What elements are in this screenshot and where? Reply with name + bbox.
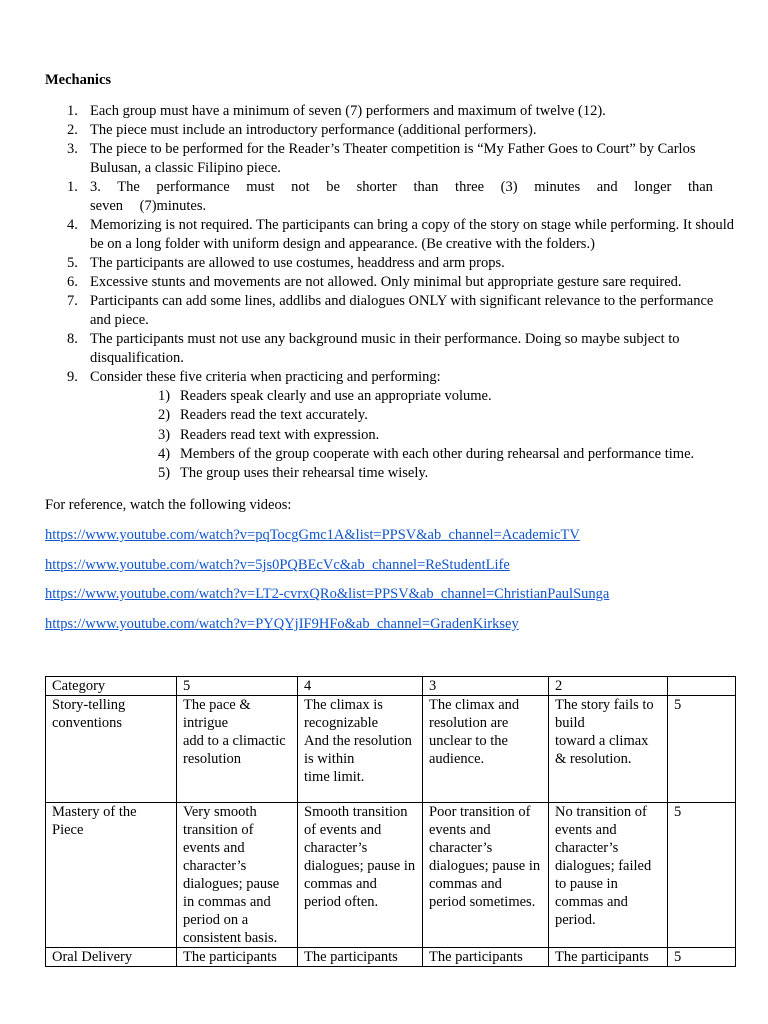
list-item xyxy=(45,368,735,483)
header-cell: 3 xyxy=(423,677,549,696)
criteria-item xyxy=(90,387,735,406)
list-number: 1. xyxy=(67,103,78,119)
criteria-item xyxy=(90,406,735,425)
criteria-number: 4) xyxy=(158,445,171,462)
criteria-number: 2) xyxy=(158,407,171,424)
list-number: 2. xyxy=(67,122,78,138)
list-item xyxy=(45,254,735,273)
table-row xyxy=(46,948,736,967)
section-heading: Mechanics xyxy=(45,72,112,88)
list-item xyxy=(45,273,735,292)
list-text: Participants can add some lines, addlibs and dialogues ONLY with significant relevance to the performance and piece. xyxy=(90,293,714,328)
list-number: 9. xyxy=(67,369,78,385)
criteria-number: 5) xyxy=(158,465,171,482)
list-text: The piece must include an introductory performance (additional performers). xyxy=(90,122,537,138)
reference-text: For reference, watch the following videos: xyxy=(45,497,292,513)
list-number: 6. xyxy=(67,274,78,290)
table-cell: Smooth transition of events and character’s dialogues; pause in commas and period often. xyxy=(298,803,423,948)
table-cell: The participants xyxy=(423,948,549,967)
list-item xyxy=(45,292,735,330)
mechanics-list xyxy=(45,102,735,483)
criteria-number: 3) xyxy=(158,426,171,443)
table-cell: The participants xyxy=(298,948,423,967)
table-cell: No transition of events and character’s dialogues; failed to pause in commas and period. xyxy=(549,803,668,948)
list-text: 3. The performance must not be shorter than three (3) minutes and longer than seven (7)minutes. xyxy=(90,179,713,214)
criteria-text: Readers read text with expression. xyxy=(180,426,380,443)
header-cell: Category xyxy=(46,677,177,696)
criteria-text: Members of the group cooperate with each other during rehearsal and performance time. xyxy=(180,445,695,462)
video-link-gradenkirksey[interactable]: https://www.youtube.com/watch?v=PYQYjIF9HFo&ab_channel=GradenKirksey xyxy=(45,616,519,632)
criteria-number: 1) xyxy=(158,388,171,404)
list-text: The piece to be performed for the Reader’s Theater competition is “My Father Goes to Court” by Carlos Bulusan, a classic Filipino piece. xyxy=(90,141,696,176)
video-link-academictv[interactable]: https://www.youtube.com/watch?v=pqTocgGmc1A&list=PPSV&ab_channel=AcademicTV xyxy=(45,527,580,543)
list-text: The participants must not use any background music in their performance. Doing so maybe subject to disqualification. xyxy=(90,331,680,366)
criteria-text: Readers read the text accurately. xyxy=(180,407,368,424)
table-cell: Story-telling conventions xyxy=(46,696,177,803)
list-text: Excessive stunts and movements are not allowed. Only minimal but appropriate gesture sare required. xyxy=(90,274,682,290)
list-number: 7. xyxy=(67,293,78,309)
criteria-item xyxy=(90,426,735,445)
list-item xyxy=(45,216,735,254)
table-cell: The climax is recognizable And the resolution is within time limit. xyxy=(298,696,423,803)
header-cell: 4 xyxy=(298,677,423,696)
table-cell: The participants xyxy=(177,948,298,967)
list-item xyxy=(45,178,735,216)
header-cell: 5 xyxy=(177,677,298,696)
table-cell: The participants xyxy=(549,948,668,967)
table-cell: The climax and resolution are unclear to the audience. xyxy=(423,696,549,803)
list-text: Consider these five criteria when practicing and performing: xyxy=(90,369,441,385)
video-link-christianpaulsunga[interactable]: https://www.youtube.com/watch?v=LT2-cvrxQRo&list=PPSV&ab_channel=ChristianPaulSunga xyxy=(45,586,610,602)
criteria-text: The group uses their rehearsal time wisely. xyxy=(180,465,429,482)
list-number: 3. xyxy=(67,141,78,157)
list-number: 5. xyxy=(67,255,78,271)
criteria-list xyxy=(90,387,735,483)
table-row xyxy=(46,803,736,948)
list-text: Memorizing is not required. The participants can bring a copy of the story on stage while performing. It should be on a long folder with uniform design and appearance. (Be creative with the folders.) xyxy=(90,217,735,252)
table-cell: 5 xyxy=(668,803,736,948)
criteria-item xyxy=(90,445,735,464)
table-cell: The pace & intrigue add to a climactic resolution xyxy=(177,696,298,803)
table-cell: Mastery of the Piece xyxy=(46,803,177,948)
list-text: Each group must have a minimum of seven (7) performers and maximum of twelve (12). xyxy=(90,103,606,119)
table-cell: The story fails to build toward a climax & resolution. xyxy=(549,696,668,803)
header-cell: 2 xyxy=(549,677,668,696)
header-cell xyxy=(668,677,736,696)
table-cell: 5 xyxy=(668,948,736,967)
criteria-item xyxy=(90,464,735,483)
table-cell: Very smooth transition of events and character’s dialogues; pause in commas and period on a consistent basis. xyxy=(177,803,298,948)
table-cell: Poor transition of events and character’s dialogues; pause in commas and period sometimes. xyxy=(423,803,549,948)
list-item xyxy=(45,121,735,140)
list-number: 4. xyxy=(67,217,78,233)
criteria-text: Readers speak clearly and use an appropriate volume. xyxy=(180,388,492,404)
rubric-table xyxy=(45,676,736,967)
list-number: 8. xyxy=(67,331,78,347)
table-row xyxy=(46,696,736,803)
table-cell: 5 xyxy=(668,696,736,803)
list-item xyxy=(45,140,735,178)
video-link-restudentlife[interactable]: https://www.youtube.com/watch?v=5js0PQBEcVc&ab_channel=ReStudentLife xyxy=(45,557,510,573)
table-header-row xyxy=(46,677,736,696)
list-item xyxy=(45,102,735,121)
table-cell: Oral Delivery xyxy=(46,948,177,967)
list-number: 1. xyxy=(67,179,78,195)
list-text: The participants are allowed to use costumes, headdress and arm props. xyxy=(90,255,505,271)
list-item xyxy=(45,330,735,368)
